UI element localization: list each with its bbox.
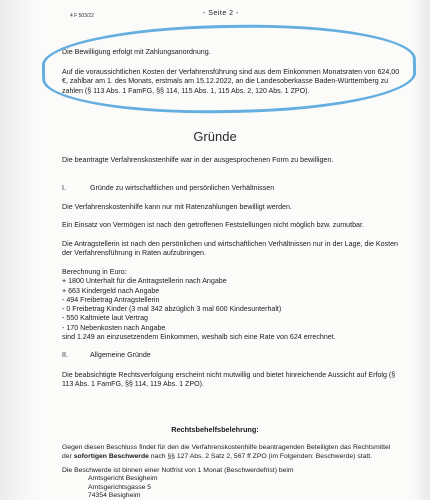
rechtsbehelf-text-a: Gegen diesen Beschluss findet für den die Verfahrenskostenhilfe beantragenden Beteiligten das Rechtsmittel der: [62, 444, 391, 460]
section-1-title: Gründe zu wirtschaftlichen und persönlichen Verhältnissen: [90, 184, 275, 192]
gruende-paragraph-3: Ein Einsatz von Vermögen ist nach den getroffenen Feststellungen nicht möglich bzw. zumutbar.: [62, 221, 364, 229]
gruende-paragraph-4: Die Antragstellerin ist nach den persönlichen und wirtschaftlichen Verhältnissen nur in der Lage, die Kosten der Verfahrensführung in Raten aufzubringen.: [62, 240, 398, 258]
section-1-heading: [62, 184, 274, 192]
gruende-paragraph-5: Die beabsichtigte Rechtsverfolgung erscheint nicht mutwillig und bietet hinreichende Aussicht auf Erfolg (§ 113 Abs. 1 FamFG, §§ 114, 119 Abs. 1 ZPO).: [62, 371, 396, 389]
calculation-line: - 494 Freibetrag Antragstellerin: [62, 295, 160, 304]
intro-paragraph-2: Auf die voraussichtlichen Kosten der Verfahrensführung sind aus dem Einkommen Monatsraten von 624,00 €, zahlbar am 1. des Monats, erstmals am 15.12.2022, an die Landesoberkasse Baden-Württemberg zu zahlen (§ 113 Abs. 1 FamFG, §§ 114, 115 Abs. 1, 115 Abs. 2, 120 Abs. 1 ZPO).: [62, 68, 400, 95]
calculation-line: + 663 Kindergeld nach Angabe: [62, 286, 160, 295]
rechtsbehelf-text-b: nach §§ 127 Abs. 2 Satz 2, 567 ff ZPO (im Folgenden: Beschwerde) statt.: [148, 452, 373, 460]
section-2-heading: [62, 351, 151, 359]
page-number: - Seite 2 -: [203, 10, 239, 17]
section-2-title: Allgemeine Gründe: [90, 351, 151, 359]
calculation-title: Berechnung in Euro:: [62, 268, 127, 276]
calculation-line: - 170 Nebenkosten nach Angabe: [62, 323, 166, 332]
rechtsbehelf-heading: Rechtsbehelfsbelehrung:: [171, 425, 259, 434]
address-line: Amtsgericht Besigheim: [88, 475, 158, 482]
rechtsbehelf-bold: sofortigen Beschwerde: [73, 452, 149, 460]
rechtsbehelf-paragraph-2: Die Beschwerde ist binnen einer Notfrist von 1 Monat (Beschwerdefrist) beim: [62, 467, 294, 474]
section-1-number: I.: [62, 184, 66, 192]
rechtsbehelf-paragraph-1: [62, 444, 400, 462]
case-reference: 4 F 503/22: [70, 13, 94, 19]
court-address: [88, 475, 158, 501]
calculation-list: [62, 277, 400, 342]
calculation-line: - 0 Freibetrag Kinder (3 mal 342 abzüglich 3 mal 600 Kindesunterhalt): [62, 305, 282, 314]
calculation-block: [62, 268, 400, 342]
calculation-line: + 1800 Unterhalt für die Antragstellerin nach Angabe: [62, 277, 227, 286]
address-line: Amtsgerichtsgasse 5: [88, 483, 152, 491]
section-2-number: II.: [62, 351, 68, 359]
gruende-paragraph-2: Die Verfahrenskostenhilfe kann nur mit Ratenzahlungen bewilligt werden.: [62, 203, 292, 211]
calculation-line: sind 1.249 an einzusetzendem Einkommen, weshalb sich eine Rate von 624 errechnet.: [62, 333, 336, 342]
address-line: 74354 Besigheim: [88, 492, 141, 500]
gruende-heading: Gründe: [193, 129, 237, 144]
calculation-line: - 550 Kaltmiete laut Vertrag: [62, 314, 148, 323]
gruende-paragraph-1: Die beantragte Verfahrenskostenhilfe war in der ausgesprochenen Form zu bewilligen.: [62, 156, 334, 164]
intro-paragraph-1: Die Bewilligung erfolgt mit Zahlungsanordnung.: [62, 48, 211, 56]
